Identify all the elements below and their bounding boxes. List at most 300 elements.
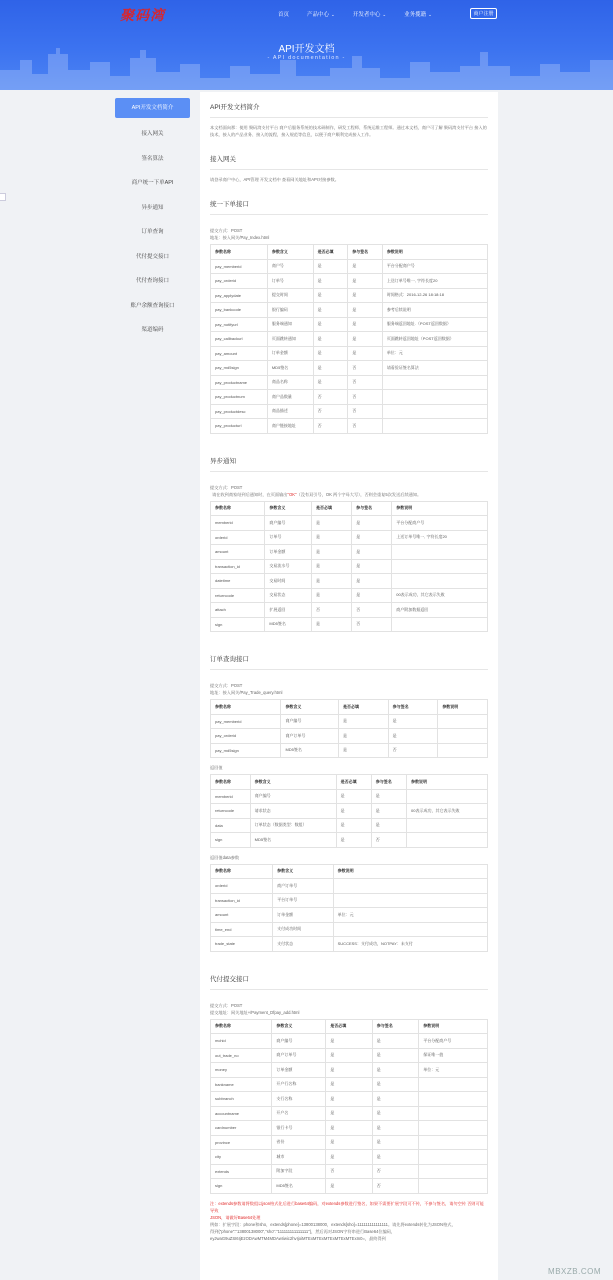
table-cell: 单位：元	[333, 908, 487, 923]
table-cell: 交易时间	[265, 574, 312, 589]
table-cell: 是	[326, 1048, 372, 1063]
payout-params-table	[210, 1019, 488, 1194]
table-cell: 否	[372, 1164, 418, 1179]
table-cell	[382, 404, 487, 419]
column-header: 参数说明	[419, 1019, 488, 1034]
table-cell: 否	[388, 743, 438, 758]
query-data-label: 返回值data参数	[210, 854, 240, 860]
table-cell: pay_productnum	[211, 390, 268, 405]
sidebar-item-0[interactable]: API开发文档简介	[115, 98, 190, 118]
table-cell: 商户订单号	[273, 879, 333, 894]
table-cell: pay_producturl	[211, 419, 268, 434]
table-cell: 是	[372, 1063, 418, 1078]
column-header: 参与签名	[372, 1019, 418, 1034]
table-cell: data	[211, 818, 251, 833]
table-cell: 是	[348, 332, 383, 347]
table-row	[211, 1106, 488, 1121]
table-cell: 省份	[272, 1135, 326, 1150]
column-header: 参与签名	[352, 501, 392, 516]
table-cell: 是	[311, 588, 351, 603]
column-header: 参数名称	[211, 700, 281, 715]
table-cell: 否	[348, 390, 383, 405]
table-cell: 否	[313, 390, 348, 405]
payout-note-2: JSON，请做好Base64处理	[210, 1214, 261, 1220]
table-cell: 否	[371, 833, 406, 848]
table-cell: 是	[326, 1121, 372, 1136]
table-cell: 是	[336, 789, 371, 804]
table-cell	[392, 559, 488, 574]
table-cell: 服务端通知	[267, 317, 313, 332]
table-cell: 请求状态	[250, 804, 336, 819]
divider	[210, 169, 488, 170]
table-row	[211, 714, 488, 729]
table-header-row	[211, 501, 488, 516]
column-header: 是否必填	[313, 245, 348, 260]
table-row	[211, 1063, 488, 1078]
table-cell: 是	[352, 545, 392, 560]
table-cell: 否	[352, 603, 392, 618]
table-cell: 是	[352, 574, 392, 589]
payout-method: 提交方式：POST	[210, 1002, 243, 1008]
table-cell: 商户编号	[281, 714, 339, 729]
sidebar-item-4[interactable]: 异步通知	[141, 204, 164, 211]
table-cell: pay_md5sign	[211, 743, 281, 758]
payout-example-2: 得到{"phone":"13800138000","sho":"111111111111111"}，然后再对JSON字符串进行Base64位编码，	[210, 1228, 396, 1234]
table-row	[211, 288, 488, 303]
table-cell: 否	[352, 617, 392, 632]
nav-item-1[interactable]	[307, 10, 335, 18]
register-button[interactable]: 商户注册	[470, 8, 497, 19]
intro-text: 本文档面向那：使用 聚码湾支付平台 商户后服务系统的技术研制作，研发工程师、系统运维工程师。通过本文档，商户可了解 聚码湾支付平台 接入的技术，接入的产品业务、接入的流程，接入规范等信息，以便于商户顺利完成接入工作。	[210, 125, 487, 137]
table-cell: 是	[339, 729, 389, 744]
watermark: MBXZB.COM	[548, 1267, 601, 1276]
table-cell: 否	[348, 404, 383, 419]
table-cell: sign	[211, 1179, 272, 1194]
table-cell	[419, 1164, 488, 1179]
table-cell	[407, 833, 488, 848]
table-cell: 是	[311, 617, 351, 632]
table-cell: pay_applydate	[211, 288, 268, 303]
table-cell: 是	[388, 729, 438, 744]
table-cell: 是	[348, 346, 383, 361]
column-header: 参数名称	[211, 864, 273, 879]
table-cell: mchid	[211, 1034, 272, 1049]
table-cell: sign	[211, 617, 265, 632]
notify-method: 提交方式：POST	[210, 484, 243, 490]
table-row	[211, 1048, 488, 1063]
table-cell: 上送订单号唯一, 字符长度20	[382, 274, 487, 289]
column-header: 是否必填	[311, 501, 351, 516]
doc-content	[200, 92, 498, 1280]
sidebar-item-5[interactable]: 订单查询	[141, 229, 164, 235]
table-row	[211, 908, 488, 923]
nav-item-3[interactable]	[404, 10, 432, 18]
table-cell: 是	[348, 288, 383, 303]
nav-label: 首页	[278, 12, 290, 18]
table-cell: 支付成功时间	[273, 922, 333, 937]
top-nav	[278, 10, 450, 18]
unified-address: 地址：接入网关/Pay_Index.html	[210, 235, 270, 240]
table-cell: 上送订单号唯一, 字符长度20	[392, 530, 488, 545]
table-cell: pay_memberid	[211, 714, 281, 729]
table-row	[211, 559, 488, 574]
table-cell	[419, 1077, 488, 1092]
nav-label: 业务揽籍	[404, 12, 427, 18]
column-header: 参数含义	[265, 501, 312, 516]
table-cell: trade_state	[211, 937, 273, 952]
table-cell: pay_productdesc	[211, 404, 268, 419]
sidebar-item-3[interactable]: 商户统一下单API	[131, 180, 174, 186]
table-cell: 是	[388, 714, 438, 729]
table-cell: 银行卡号	[272, 1121, 326, 1136]
section-title-order-query: 订单查询接口	[210, 656, 249, 663]
table-cell: 是	[326, 1077, 372, 1092]
table-cell: 开户名	[272, 1106, 326, 1121]
table-header-row	[211, 775, 488, 790]
table-row	[211, 259, 488, 274]
table-cell: 是	[326, 1150, 372, 1165]
table-cell: 是	[313, 375, 348, 390]
section-title-unified-order: 统一下单接口	[210, 201, 249, 208]
table-row	[211, 574, 488, 589]
notify-note-a: 请在收到商家结到后通知时，在页面输出	[210, 491, 288, 497]
table-row	[211, 317, 488, 332]
table-row	[211, 922, 488, 937]
table-cell: 是	[348, 303, 383, 318]
table-cell: pay_productname	[211, 375, 268, 390]
table-cell	[392, 617, 488, 632]
query-return-label: 返回值	[210, 765, 223, 770]
table-cell: 提交时间	[267, 288, 313, 303]
table-row	[211, 303, 488, 318]
table-row	[211, 390, 488, 405]
table-cell: 是	[311, 574, 351, 589]
table-cell: 是	[348, 274, 383, 289]
table-cell: 00表示成功，其它表示失败	[392, 588, 488, 603]
column-header: 参数含义	[272, 1019, 326, 1034]
column-header: 参与签名	[388, 700, 438, 715]
gateway-text: 请登录商户中心，API管理 开发文档中 查看网关地址和API对接参数。	[210, 177, 339, 182]
notify-note	[210, 491, 488, 498]
table-cell: province	[211, 1135, 272, 1150]
table-row	[211, 274, 488, 289]
table-cell: 是	[326, 1135, 372, 1150]
table-cell: 是	[372, 1077, 418, 1092]
table-row	[211, 404, 488, 419]
nav-item-0[interactable]	[278, 10, 289, 18]
table-cell: 参考后续说明	[382, 303, 487, 318]
table-cell: 是	[313, 274, 348, 289]
table-row	[211, 361, 488, 376]
nav-label: 开发者中心	[352, 12, 381, 18]
column-header: 参数名称	[211, 245, 268, 260]
sidebar-item-1[interactable]: 接入网关	[141, 131, 164, 137]
payout-note: 注：extends参数请将数组以json格式化后进行base64编码，对extends参数进行签名，如果不需要扩展字段可不传，不参与签名，请勿空传 否则可能导致	[210, 1200, 484, 1213]
sidebar-item-6[interactable]: 代付提交接口	[135, 253, 169, 260]
table-row	[211, 1077, 488, 1092]
table-cell: attach	[211, 603, 265, 618]
table-cell: subbranch	[211, 1092, 272, 1107]
unified-method: 提交方式：POST	[210, 228, 243, 233]
table-cell: 是	[313, 361, 348, 376]
table-cell: 00表示成功，其它表示失败	[407, 804, 488, 819]
table-cell: 否	[313, 419, 348, 434]
table-cell: SUCCESS：支付成功，NOTPAY：未支付	[333, 937, 487, 952]
table-row	[211, 818, 488, 833]
notify-note-b: （没有双引号，OK 两个字母大写），否则会重复5次发送后续通知。	[296, 491, 422, 497]
table-row	[211, 375, 488, 390]
table-cell: 订单金额	[272, 1063, 326, 1078]
table-cell: memberid	[211, 789, 251, 804]
table-cell: 否	[326, 1164, 372, 1179]
table-cell: 扩展返回	[265, 603, 312, 618]
table-cell: pay_memberid	[211, 259, 268, 274]
table-cell: 保证唯一值	[419, 1048, 488, 1063]
section-title-notify: 异步通知	[210, 457, 236, 465]
unified-params-table	[210, 244, 488, 434]
sidebar-item-7[interactable]: 代付查询接口	[135, 278, 169, 284]
table-cell: 商品名称	[267, 375, 313, 390]
table-cell: 商户编号	[272, 1034, 326, 1049]
table-cell: 商户编号	[250, 789, 336, 804]
column-header: 参数说明	[392, 501, 488, 516]
table-cell: 是	[326, 1179, 372, 1194]
table-cell: 否	[348, 419, 383, 434]
table-cell: 商户链接地址	[267, 419, 313, 434]
table-cell: money	[211, 1063, 272, 1078]
table-cell: 是	[372, 1121, 418, 1136]
table-row	[211, 1150, 488, 1165]
table-cell: pay_orderid	[211, 274, 268, 289]
table-row	[211, 530, 488, 545]
table-cell: amount	[211, 545, 265, 560]
table-cell: 是	[336, 804, 371, 819]
table-cell: 是	[311, 545, 351, 560]
section-title-intro: API开发文档简介	[210, 104, 260, 111]
table-cell: transaction_id	[211, 559, 265, 574]
site-logo[interactable]: 聚码湾	[120, 8, 165, 24]
table-cell: pay_orderid	[211, 729, 281, 744]
table-header-row	[211, 700, 488, 715]
table-cell: 商户订单号	[281, 729, 339, 744]
table-cell: 商户号	[267, 259, 313, 274]
table-cell: 商品描述	[267, 404, 313, 419]
table-row	[211, 588, 488, 603]
table-cell: accountname	[211, 1106, 272, 1121]
column-header: 是否必填	[339, 700, 389, 715]
sidebar-item-8[interactable]: 账户余额查询接口	[130, 302, 175, 309]
table-row	[211, 332, 488, 347]
table-cell: 是	[352, 530, 392, 545]
table-cell	[419, 1121, 488, 1136]
table-cell: 交易流水号	[265, 559, 312, 574]
table-cell	[438, 743, 488, 758]
divider	[210, 989, 488, 990]
table-cell: 否	[311, 603, 351, 618]
column-header: 参数名称	[211, 501, 265, 516]
table-cell: transaction_id	[211, 893, 273, 908]
table-cell	[419, 1150, 488, 1165]
table-cell: datetime	[211, 574, 265, 589]
table-cell: 否	[372, 1179, 418, 1194]
table-cell: 支行名称	[272, 1092, 326, 1107]
side-tab-handle[interactable]	[0, 193, 6, 201]
table-cell: 单位：元	[382, 346, 487, 361]
divider	[210, 214, 488, 215]
table-cell	[382, 375, 487, 390]
table-row	[211, 1092, 488, 1107]
column-header: 参数名称	[211, 1019, 272, 1034]
table-cell: 是	[372, 1135, 418, 1150]
table-cell: 城市	[272, 1150, 326, 1165]
query-return-table	[210, 774, 488, 848]
query-data-table	[210, 864, 488, 952]
column-header: 参数说明	[407, 775, 488, 790]
table-cell	[333, 893, 487, 908]
table-cell: 请看验证签名算法	[382, 361, 487, 376]
table-cell	[392, 545, 488, 560]
query-address: 地址：接入网关/Pay_Trade_query.html	[210, 690, 283, 695]
table-cell: 页面跳转返回地址（POST返回数据）	[382, 332, 487, 347]
payout-example-3: eyJwaG9uZSI6IjEzODAwMTM4MDAwIiwic2hvIjoiMTExMTExMTExMTExMTExIn0=，最终得到	[210, 1235, 386, 1241]
table-cell: 是	[313, 317, 348, 332]
table-cell: out_trade_no	[211, 1048, 272, 1063]
chevron-down-icon: ⌄	[382, 12, 387, 17]
table-cell: 是	[311, 516, 351, 531]
table-cell	[407, 818, 488, 833]
table-cell: 交易状态	[265, 588, 312, 603]
table-cell: 订单号	[265, 530, 312, 545]
table-cell: 是	[326, 1092, 372, 1107]
table-cell: 是	[348, 259, 383, 274]
table-cell: 否	[348, 375, 383, 390]
table-cell: 是	[372, 1048, 418, 1063]
table-cell: 是	[352, 559, 392, 574]
table-row	[211, 516, 488, 531]
table-row	[211, 1034, 488, 1049]
column-header: 参数说明	[333, 864, 487, 879]
table-cell: 服务端返回地址.（POST返回数据）	[382, 317, 487, 332]
table-cell: 是	[336, 833, 371, 848]
section-title-payout: 代付提交接口	[210, 975, 249, 983]
table-row	[211, 1179, 488, 1194]
page-title: API开发文档	[278, 44, 335, 55]
table-cell: 是	[313, 288, 348, 303]
query-method: 提交方式：POST	[210, 683, 243, 688]
table-cell: 单位：元	[419, 1063, 488, 1078]
table-cell: 是	[313, 332, 348, 347]
table-cell: 是	[371, 789, 406, 804]
table-cell: 附加字段	[272, 1164, 326, 1179]
table-cell: orderid	[211, 530, 265, 545]
divider	[210, 669, 488, 670]
table-cell: 是	[372, 1034, 418, 1049]
table-cell: 平台分配商户号	[392, 516, 488, 531]
table-cell: 是	[311, 530, 351, 545]
table-cell: 订单状态（数据类型：数组）	[250, 818, 336, 833]
column-header: 参数含义	[250, 775, 336, 790]
table-cell: returncode	[211, 804, 251, 819]
table-header-row	[211, 1019, 488, 1034]
table-cell: 否	[348, 361, 383, 376]
table-cell: MD5签名	[265, 617, 312, 632]
table-cell: MD5签名	[267, 361, 313, 376]
table-cell	[438, 714, 488, 729]
table-cell: 是	[372, 1106, 418, 1121]
table-row	[211, 419, 488, 434]
chevron-down-icon: ⌄	[331, 12, 335, 17]
table-row	[211, 1121, 488, 1136]
table-cell	[333, 922, 487, 937]
table-row	[211, 545, 488, 560]
sidebar-item-9[interactable]: 渠道编码	[141, 327, 164, 333]
nav-label: 产品中心	[307, 12, 330, 18]
divider	[210, 471, 488, 472]
table-row	[211, 879, 488, 894]
column-header: 参数含义	[267, 245, 313, 260]
table-cell: 是	[326, 1063, 372, 1078]
table-cell: extends	[211, 1164, 272, 1179]
table-cell	[419, 1092, 488, 1107]
table-cell	[333, 879, 487, 894]
column-header: 参数说明	[382, 245, 487, 260]
table-cell: 是	[313, 259, 348, 274]
section-title-gateway: 接入网关	[210, 156, 236, 163]
table-cell: 是	[313, 346, 348, 361]
hero-banner	[0, 0, 613, 90]
table-cell	[438, 729, 488, 744]
table-cell	[382, 419, 487, 434]
sidebar-item-2[interactable]: 签名算法	[141, 155, 164, 162]
table-cell: 订单号	[267, 274, 313, 289]
table-row	[211, 937, 488, 952]
table-cell: 商户编号	[265, 516, 312, 531]
table-cell: orderid	[211, 879, 273, 894]
table-cell: 平台分配商户号	[419, 1034, 488, 1049]
table-cell: 是	[352, 588, 392, 603]
table-row	[211, 346, 488, 361]
nav-item-2[interactable]	[353, 10, 386, 18]
table-cell: 是	[372, 1092, 418, 1107]
payout-example: 例如：扩展字段：phone和sho，extends[phone]=13800138000，extends[sho]=111111111111111。请先将extends转化为JSON格式，	[210, 1221, 456, 1227]
table-cell: 是	[352, 516, 392, 531]
table-header-row	[211, 245, 488, 260]
table-row	[211, 893, 488, 908]
table-cell: returncode	[211, 588, 265, 603]
table-cell: MD5签名	[250, 833, 336, 848]
table-cell: 支付状态	[273, 937, 333, 952]
page-subtitle: - API documentation -	[267, 55, 346, 61]
divider	[210, 117, 488, 118]
table-cell: cardnumber	[211, 1121, 272, 1136]
table-cell: amount	[211, 908, 273, 923]
table-cell: 平台订单号	[273, 893, 333, 908]
table-cell: sign	[211, 833, 251, 848]
table-cell: pay_bankcode	[211, 303, 268, 318]
table-cell: 是	[336, 818, 371, 833]
table-cell	[419, 1179, 488, 1194]
table-cell: 商户订单号	[272, 1048, 326, 1063]
table-cell: city	[211, 1150, 272, 1165]
table-cell: 时间格式：2016-12-26 18:18:18	[382, 288, 487, 303]
table-cell: 否	[313, 404, 348, 419]
table-cell: 订单金额	[267, 346, 313, 361]
table-row	[211, 617, 488, 632]
column-header: 是否必填	[326, 1019, 372, 1034]
table-cell: 是	[339, 714, 389, 729]
column-header: 参数含义	[273, 864, 333, 879]
table-cell: 页面跳转通知	[267, 332, 313, 347]
